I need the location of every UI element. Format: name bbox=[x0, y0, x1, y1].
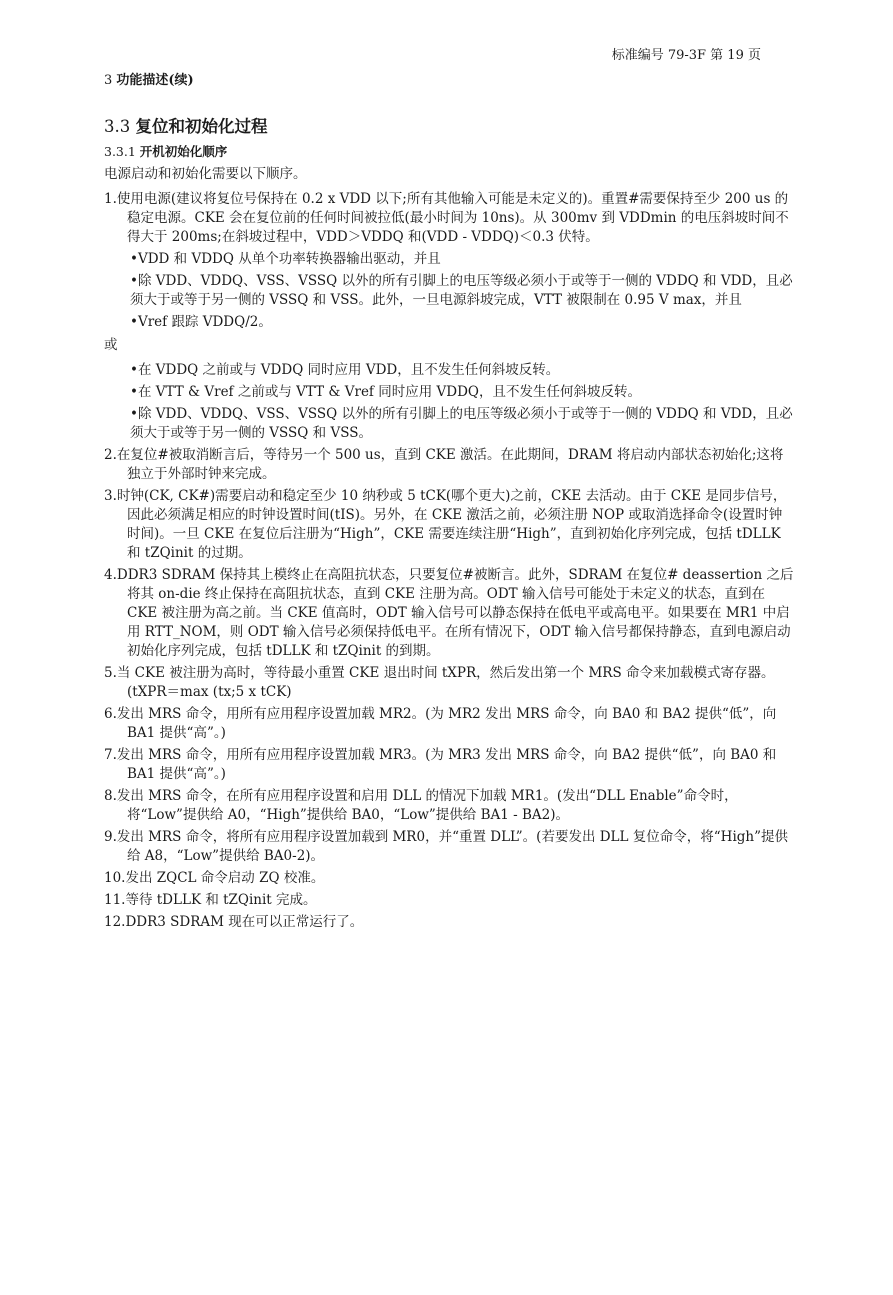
step-1-bullet: •VDD 和 VDDQ 从单个功率转换器输出驱动，并且 bbox=[130, 251, 441, 267]
section-continued-number: 3 bbox=[104, 73, 117, 88]
step-7: 7.发出 MRS 命令，用所有应用程序设置加载 MR3。(为 MR3 发出 MRS 命令，向 BA2 提供“低”，向 BA0 和 BA1 提供“高”。) bbox=[104, 747, 777, 782]
step-1: 1.使用电源(建议将复位号保持在 0.2 x VDD 以下;所有其他输入可能是未定义的)。重置#需要保持至少 200 us 的稳定电源。CKE 会在复位前的任何时间被拉低(最小时间为 10ns)。从 300mv 到 VDDmin 的电压斜坡时间不得大于 200ms;在斜坡过程中，VDD＞VDDQ 和(VDD - VDDQ)＜0.3 伏特。 bbox=[104, 191, 789, 245]
step-8: 8.发出 MRS 命令，在所有应用程序设置和启用 DLL 的情况下加载 MR1。(发出“DLL Enable”命令时，将“Low”提供给 A0，“High”提供给 BA0，“Low”提供给 BA1 - BA2)。 bbox=[104, 788, 738, 823]
alt-bullet: •除 VDD、VDDQ、VSS、VSSQ 以外的所有引脚上的电压等级必须小于或等于一侧的 VDDQ 和 VDD，且必须大于或等于另一侧的 VSSQ 和 VSS。 bbox=[130, 406, 793, 441]
document-body bbox=[104, 116, 794, 935]
alt-bullet: •在 VTT & Vref 之前或与 VTT & Vref 同时应用 VDDQ，且不发生任何斜坡反转。 bbox=[130, 384, 641, 400]
step-4: 4.DDR3 SDRAM 保持其上模终止在高阻抗状态，只要复位#被断言。此外，SDRAM 在复位# deassertion 之后将其 on-die 终止保持在高阻抗状态，直到 CKE 注册为高。ODT 输入信号可能处于未定义的状态，直到在 CKE 被注册为高之前。当 CKE 值高时，ODT 输入信号可以静态保持在低电平或高电平。如果要在 MR1 中启用 RTT_NOM，则 ODT 输入信号必须保持低电平。在所有情况下，ODT 输入信号都保持静态，直到电源启动初始化序列完成，包括 tDLLK 和 tZQinit 的到期。 bbox=[104, 567, 794, 659]
section-continued-title: 功能描述(续) bbox=[116, 73, 194, 88]
step-6: 6.发出 MRS 命令，用所有应用程序设置加载 MR2。(为 MR2 发出 MRS 命令，向 BA0 和 BA2 提供“低”，向 BA1 提供“高”。) bbox=[104, 706, 777, 741]
step-5: 5.当 CKE 被注册为高时，等待最小重置 CKE 退出时间 tXPR，然后发出第一个 MRS 命令来加载模式寄存器。(tXPR＝max (tx;5 x tCK) bbox=[104, 665, 775, 700]
subsection-number: 3.3.1 bbox=[104, 144, 140, 159]
step-2: 2.在复位#被取消断言后，等待另一个 500 us，直到 CKE 激活。在此期间，DRAM 将启动内部状态初始化;这将独立于外部时钟来完成。 bbox=[104, 447, 784, 482]
section-continued-heading bbox=[104, 72, 194, 90]
subsection-title: 开机初始化顺序 bbox=[139, 144, 228, 159]
step-1-bullet: •Vref 跟踪 VDDQ/2。 bbox=[130, 314, 272, 330]
section-heading bbox=[104, 116, 794, 138]
intro-paragraph: 电源启动和初始化需要以下顺序。 bbox=[104, 166, 307, 182]
step-10: 10.发出 ZQCL 命令启动 ZQ 校准。 bbox=[104, 870, 325, 886]
section-number: 3.3 bbox=[104, 117, 136, 136]
step-1-bullet: •除 VDD、VDDQ、VSS、VSSQ 以外的所有引脚上的电压等级必须小于或等于一侧的 VDDQ 和 VDD，且必须大于或等于另一侧的 VSSQ 和 VSS。此外，一旦电源斜坡完成，VTT 被限制在 0.95 V max，并且 bbox=[130, 273, 793, 308]
section-title: 复位和初始化过程 bbox=[135, 117, 268, 136]
alt-bullet: •在 VDDQ 之前或与 VDDQ 同时应用 VDD，且不发生任何斜坡反转。 bbox=[130, 362, 560, 378]
or-label: 或 bbox=[104, 337, 118, 353]
step-9: 9.发出 MRS 命令，将所有应用程序设置加载到 MR0，并“重置 DLL”。(若要发出 DLL 复位命令，将“High”提供给 A8，“Low”提供给 BA0-2)。 bbox=[104, 829, 789, 864]
step-3: 3.时钟(CK, CK#)需要启动和稳定至少 10 纳秒或 5 tCK(哪个更大)之前，CKE 去活动。由于 CKE 是同步信号，因此必须满足相应的时钟设置时间(tIS)。另外，在 CKE 激活之前，必须注册 NOP 或取消选择命令(设置时钟时间)。一旦 CKE 在复位后注册为“High”，CKE 需要连续注册“High”，直到初始化序列完成，包括 tDLLK 和 tZQinit 的过期。 bbox=[104, 488, 787, 561]
step-12: 12.DDR3 SDRAM 现在可以正常运行了。 bbox=[104, 914, 364, 930]
step-11: 11.等待 tDLLK 和 tZQinit 完成。 bbox=[104, 892, 317, 908]
page-header-standard-number: 标准编号 79-3F 第 19 页 bbox=[611, 48, 761, 63]
subsection-heading bbox=[104, 143, 794, 161]
